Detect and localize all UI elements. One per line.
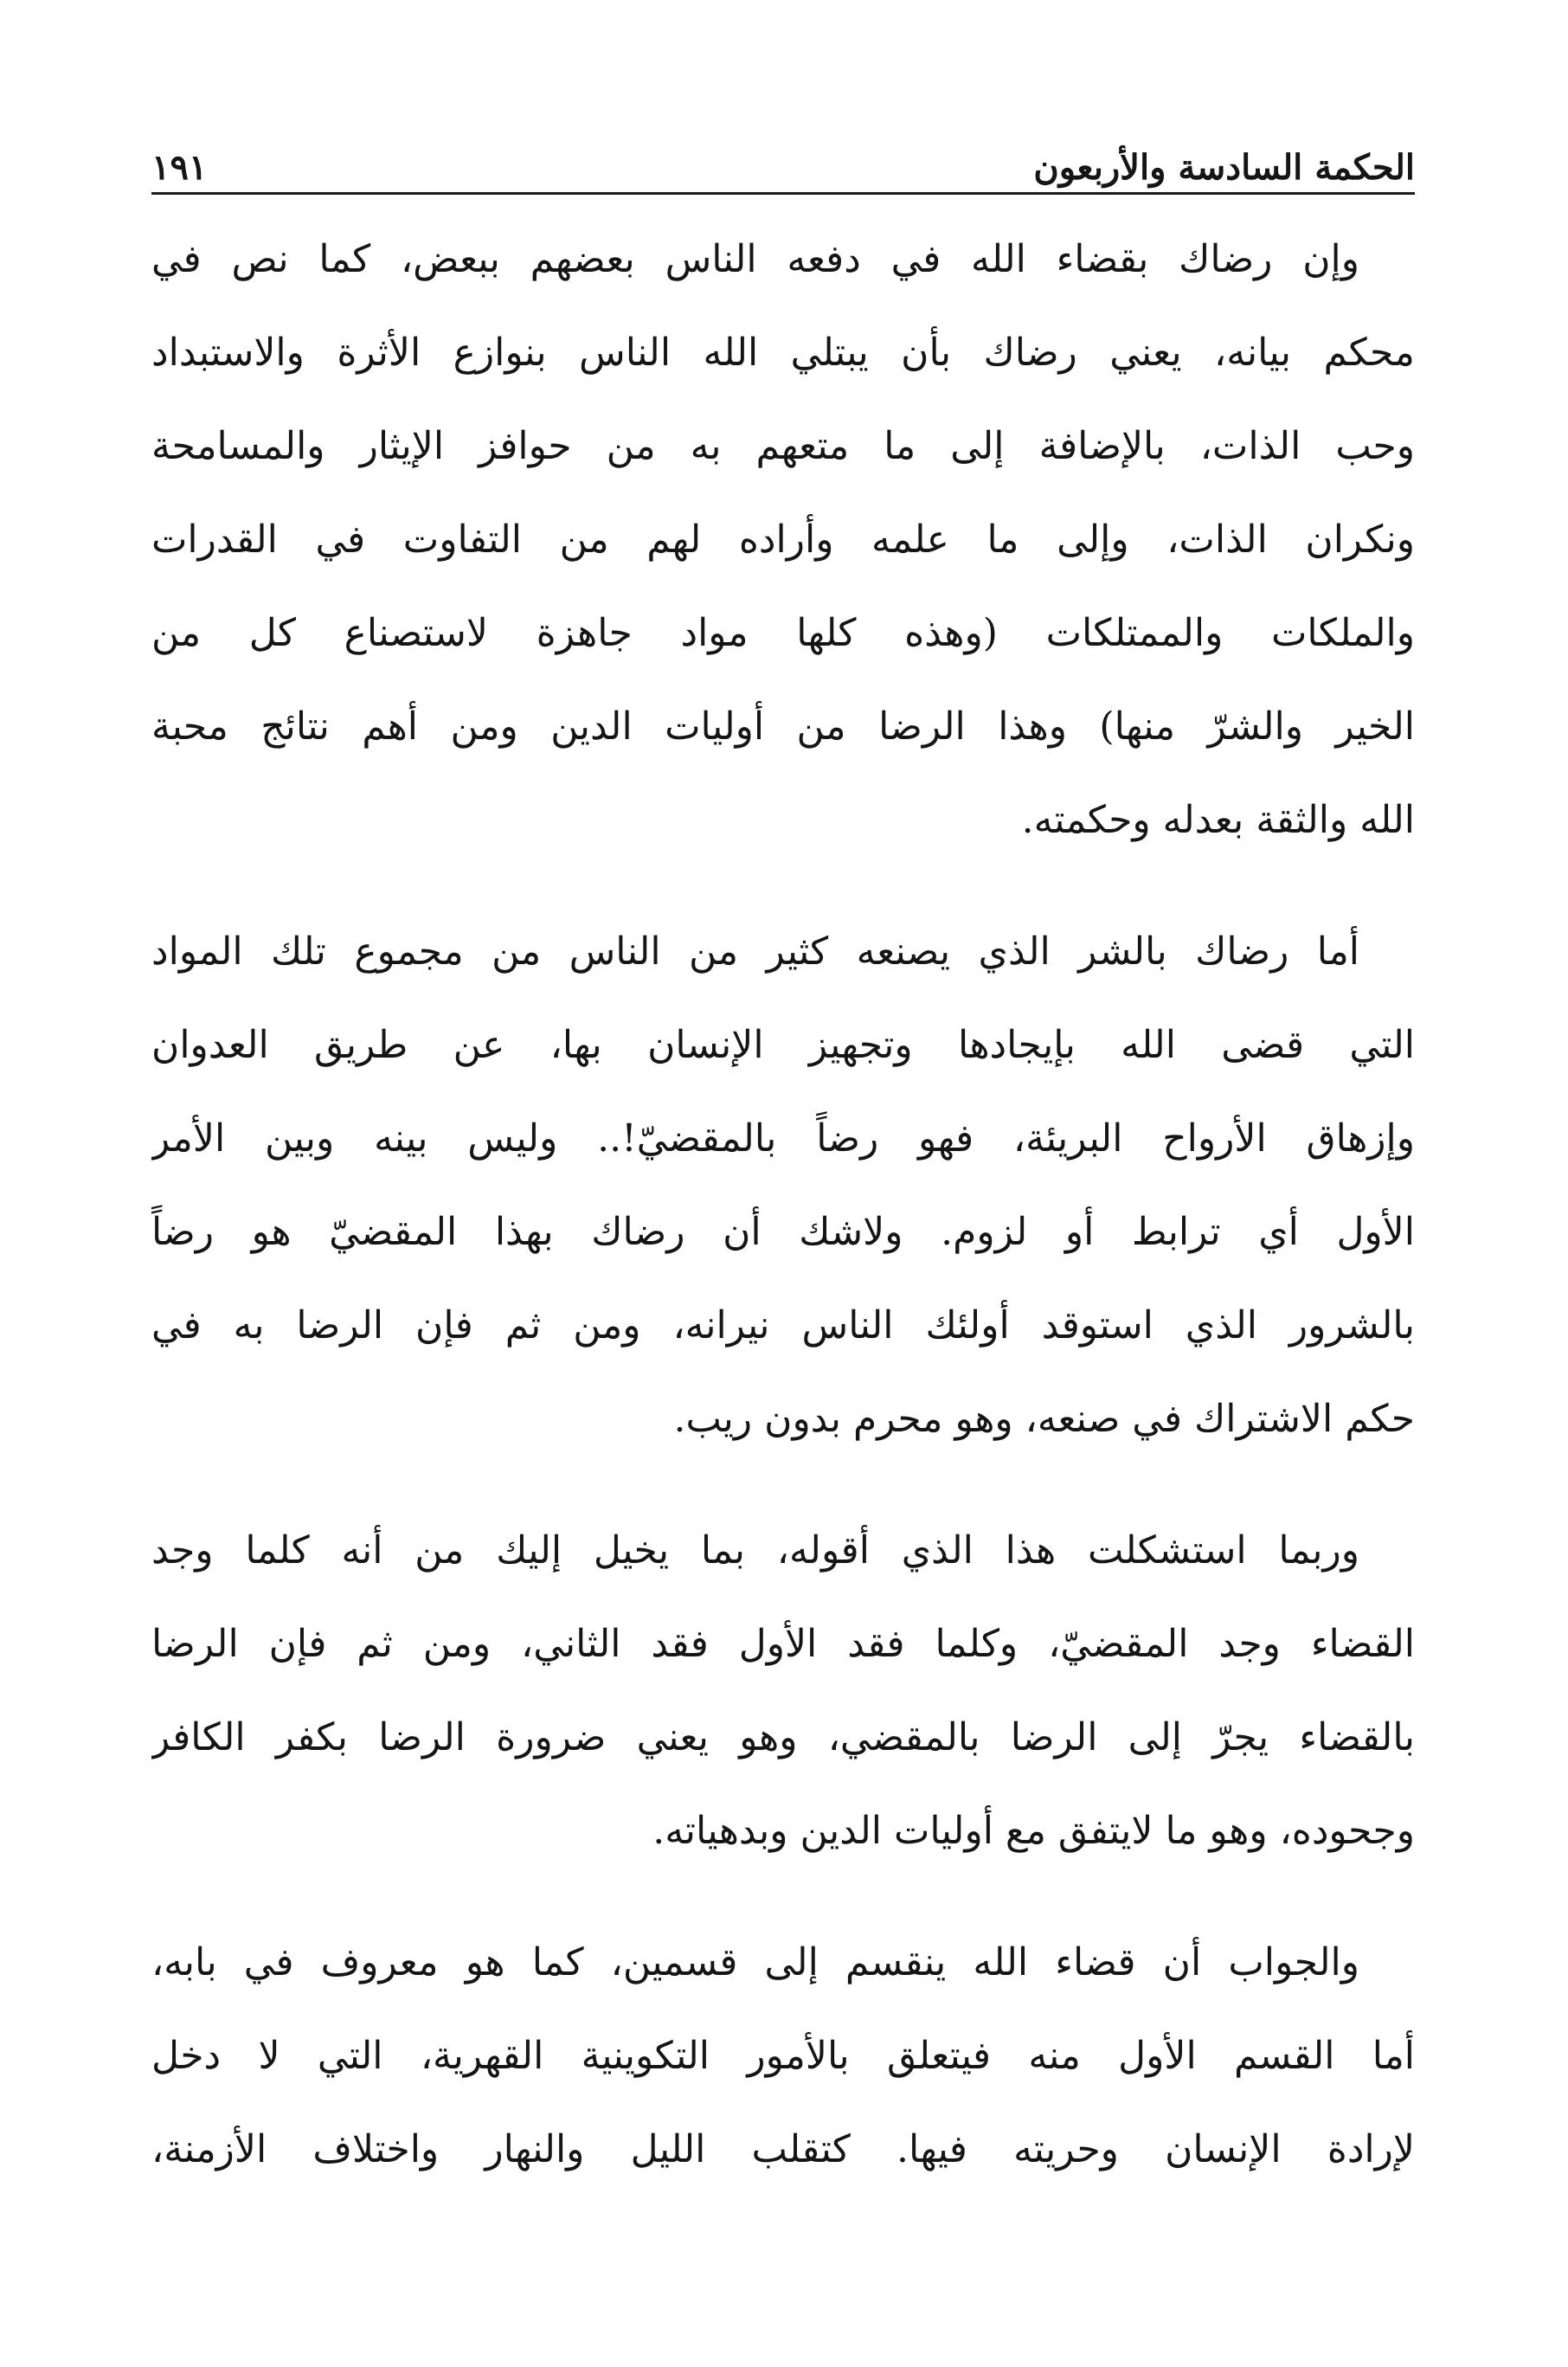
header-divider [151, 192, 1415, 195]
paragraph [151, 1504, 1415, 1878]
text-line: وحب الذات، بالإضافة إلى ما متعهم به من حوافز الإيثار والمسامحة [151, 424, 1415, 468]
paragraph [151, 213, 1415, 867]
text-line: وربما استشكلت هذا الذي أقوله، بما يخيل إليك من أنه كلما وجد [151, 1528, 1359, 1573]
paragraph [151, 905, 1415, 1466]
text-line: الخير والشرّ منها) وهذا الرضا من أوليات الدين ومن أهم نتائج محبة [151, 704, 1415, 749]
text-line: ونكران الذات، وإلى ما علمه وأراده لهم من التفاوت في القدرات [151, 518, 1415, 562]
body-text [151, 213, 1415, 2235]
text-line: وإزهاق الأرواح البريئة، فهو رضاً بالمقضيّ!.. وليس بينه وبين الأمر [151, 1116, 1415, 1161]
text-line: والجواب أن قضاء الله ينقسم إلى قسمين، كما هو معروف في بابه، [151, 1940, 1359, 1984]
text-line: القضاء وجد المقضيّ، وكلما فقد الأول فقد الثاني، ومن ثم فإن الرضا [151, 1622, 1415, 1666]
text-line: محكم بيانه، يعني رضاك بأن يبتلي الله الناس بنوازع الأثرة والاستبداد [151, 331, 1415, 375]
text-line: وجحوده، وهو ما لايتفق مع أوليات الدين وبدهياته. [652, 1809, 1415, 1853]
text-line: بالشرور الذي استوقد أولئك الناس نيرانه، ومن ثم فإن الرضا به في [151, 1303, 1415, 1348]
text-line: والملكات والممتلكات (وهذه كلها مواد جاهزة لاستصناع كل من [151, 611, 1415, 655]
text-line: وإن رضاك بقضاء الله في دفعه الناس بعضهم ببعض، كما نص في [151, 237, 1359, 281]
running-header [151, 121, 1415, 188]
text-line: أما القسم الأول منه فيتعلق بالأمور التكوينية القهرية، التي لا دخل [151, 2034, 1415, 2078]
text-line: أما رضاك بالشر الذي يصنعه كثير من الناس من مجموع تلك المواد [151, 929, 1359, 974]
paragraph [151, 1916, 1415, 2197]
text-line: التي قضى الله بإيجادها وتجهيز الإنسان بها، عن طريق العدوان [151, 1023, 1415, 1067]
page-number: ١٩١ [151, 147, 208, 188]
text-line: بالقضاء يجرّ إلى الرضا بالمقضي، وهو يعني ضرورة الرضا بكفر الكافر [151, 1715, 1415, 1759]
text-line: الأول أي ترابط أو لزوم. ولاشك أن رضاك بهذا المقضيّ هو رضاً [151, 1210, 1415, 1254]
text-line: لإرادة الإنسان وحريته فيها. كتقلب الليل والنهار واختلاف الأزمنة، [151, 2127, 1415, 2171]
chapter-title: الحكمة السادسة والأربعون [1033, 147, 1415, 188]
text-line: حكم الاشتراك في صنعه، وهو محرم بدون ريب. [673, 1397, 1415, 1441]
text-line: الله والثقة بعدله وحكمته. [1021, 798, 1415, 842]
